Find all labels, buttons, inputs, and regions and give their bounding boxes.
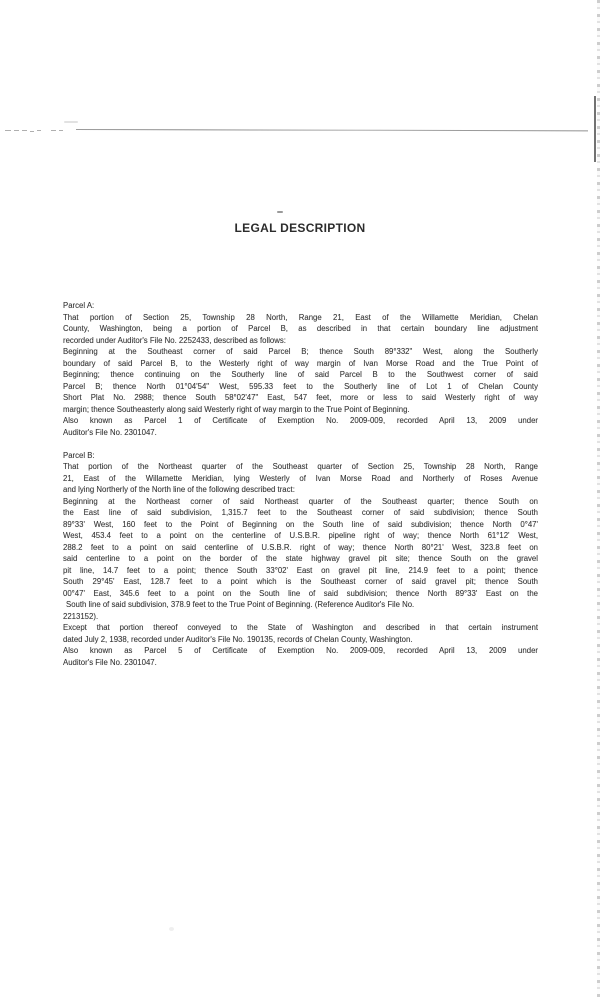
- text-line: That portion of the Northeast quarter of the Southeast quarter of Section 25, Township 28 North, Range: [63, 462, 538, 471]
- text-line: Auditor's File No. 2301047.: [63, 657, 157, 667]
- text-line: pit line, 14.7 feet to a point; thence South 33°02' East on gravel pit line, 214.9 feet to a point; thence: [63, 565, 538, 575]
- text-line: Short Plat No. 2988; thence South 58°02'47" East, 547 feet, more or less to said Westerly right of way: [63, 393, 538, 402]
- paragraph-parcel-a: [63, 300, 538, 438]
- crease-dash: [14, 130, 19, 131]
- text-line: margin; thence Southeasterly along said Westerly right of way margin to the True Point of Beginning.: [63, 404, 410, 414]
- legal-description-body: [63, 300, 538, 668]
- text-line: Also known as Parcel 5 of Certificate of Exemption No. 2009-009, recorded April 13, 2009 under: [63, 646, 538, 655]
- text-line: dated July 2, 1938, recorded under Auditor's File No. 190135, records of Chelan County, Washington.: [63, 634, 413, 644]
- text-line: Parcel B:: [63, 450, 95, 460]
- text-line: South line of said subdivision, 378.9 feet to the True Point of Beginning. (Reference Auditor's File No.: [66, 600, 415, 609]
- scan-edge-dark-segment: [594, 96, 597, 162]
- crease-dash: [22, 130, 27, 131]
- scan-crease-line: [76, 129, 588, 132]
- text-line: Parcel B; thence North 01°04'54" West, 595.33 feet to the Southerly line of Lot 1 of Chelan County: [63, 381, 538, 391]
- text-line: Beginning; thence continuing on the Southerly line of said Parcel B to the Southwest corner of said: [63, 370, 538, 379]
- text-line: 21, East of the Willamette Meridian, lying Westerly of Ivan Morse Road and Northerly of Roses Avenue: [63, 473, 538, 483]
- crease-dash: [37, 130, 41, 131]
- text-line: South 29°45' East, 128.7 feet to a point which is the Southeast corner of said gravel pit; thence South: [63, 577, 538, 586]
- text-line: the East line of said subdivision, 1,315.7 feet to the Southeast corner of said subdivision; thence South: [63, 508, 538, 517]
- crease-dash: [5, 130, 11, 131]
- paragraph-parcel-b: [63, 450, 538, 669]
- text-line: 288.2 feet to a point on said centerline of U.S.B.R. right of way; thence North 80°21' West, 323.8 feet on: [63, 542, 538, 552]
- text-line: said centerline to a point on the border of the state highway gravel pit site; thence South on the gravel: [63, 554, 538, 563]
- crease-faint-dash: [64, 121, 78, 123]
- text-line: 00°47' East, 345.6 feet to a point on the South line of said subdivision; thence North 89°33' East on the: [63, 588, 538, 598]
- text-line: Beginning at the Southeast corner of said Parcel B; thence South 89°332" West, along the Southerly: [63, 347, 538, 356]
- text-line: 89°33' West, 160 feet to the Point of Beginning on the South line of said subdivision; thence North 0°47': [63, 519, 538, 529]
- document-title: LEGAL DESCRIPTION: [234, 221, 366, 235]
- text-line: County, Washington, being a portion of Parcel B, as described in that certain boundary line adjustment: [63, 324, 538, 333]
- text-line: West, 453.4 feet to a point on the centerline of U.S.B.R. pipeline right of way; thence North 61°12' West,: [63, 531, 538, 540]
- text-line: Except that portion thereof conveyed to the State of Washington and described in that certain instrument: [63, 623, 538, 632]
- stray-dot: [169, 927, 174, 931]
- text-line: recorded under Auditor's File No. 2252433, described as follows:: [63, 335, 286, 345]
- text-line: 2213152).: [63, 611, 99, 621]
- text-line: boundary of said Parcel B, to the Westerly right of way margin of Ivan Morse Road and the True Point of: [63, 358, 538, 368]
- stray-mark: [277, 211, 283, 213]
- crease-dash: [30, 131, 34, 132]
- crease-dash: [59, 130, 63, 131]
- text-line: Also known as Parcel 1 of Certificate of Exemption No. 2009-009, recorded April 13, 2009 under: [63, 416, 538, 425]
- text-line: Parcel A:: [63, 301, 95, 310]
- text-line: Beginning at the Northeast corner of said Northeast quarter of the Southeast quarter; thence South on: [63, 496, 538, 506]
- text-line: Auditor's File No. 2301047.: [63, 427, 157, 437]
- text-line: That portion of Section 25, Township 28 North, Range 21, East of the Willamette Meridian, Chelan: [63, 312, 538, 322]
- crease-dash: [51, 130, 56, 131]
- text-line: and lying Northerly of the North line of the following described tract:: [63, 485, 295, 494]
